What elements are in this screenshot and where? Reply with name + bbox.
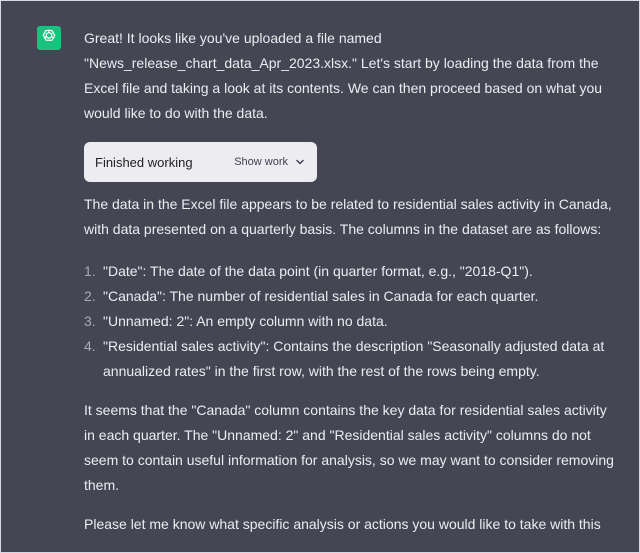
- list-text: "Date": The date of the data point (in quarter format, e.g., "2018-Q1").: [103, 263, 533, 279]
- intro-paragraph: Great! It looks like you've uploaded a file named "News_release_chart_data_Apr_2023.xlsx." Let's start by loading the data from the Excel file and taking a look at its contents. We can then proceed based on what you would like to do with the data.: [84, 30, 603, 121]
- show-work-label: Show work: [234, 155, 288, 168]
- status-label: Finished working: [95, 154, 193, 170]
- description-paragraph: The data in the Excel file appears to be related to residential sales activity in Canada, with data presented on a quarterly basis. The columns in the dataset are as follows:: [84, 196, 612, 237]
- assistant-avatar: [37, 26, 61, 50]
- columns-list: [84, 259, 614, 384]
- message-body: [84, 26, 614, 537]
- show-work-button[interactable]: [234, 150, 305, 175]
- list-item: [84, 334, 614, 384]
- list-text: "Residential sales activity": Contains the description "Seasonally adjusted data at annualized rates" in the first row, with the rest of the rows being empty.: [103, 338, 605, 379]
- analysis-paragraph: It seems that the "Canada" column contains the key data for residential sales activity in each quarter. The "Unnamed: 2" and "Residential sales activity" columns do not seem to contain useful information for analysis, so we may want to consider removing them.: [84, 402, 614, 493]
- list-number: 3.: [84, 313, 96, 329]
- list-item: [84, 309, 614, 334]
- list-text: "Canada": The number of residential sales in Canada for each quarter.: [103, 288, 539, 304]
- list-number: 2.: [84, 288, 96, 304]
- chevron-down-icon: [295, 157, 305, 167]
- list-item: [84, 259, 614, 284]
- tool-status-box: [84, 142, 317, 182]
- list-item: [84, 284, 614, 309]
- list-number: 4.: [84, 338, 96, 354]
- followup-paragraph: Please let me know what specific analysis or actions you would like to take with this: [84, 516, 601, 532]
- list-number: 1.: [84, 263, 96, 279]
- list-text: "Unnamed: 2": An empty column with no data.: [103, 313, 388, 329]
- openai-logo-icon: [41, 28, 57, 49]
